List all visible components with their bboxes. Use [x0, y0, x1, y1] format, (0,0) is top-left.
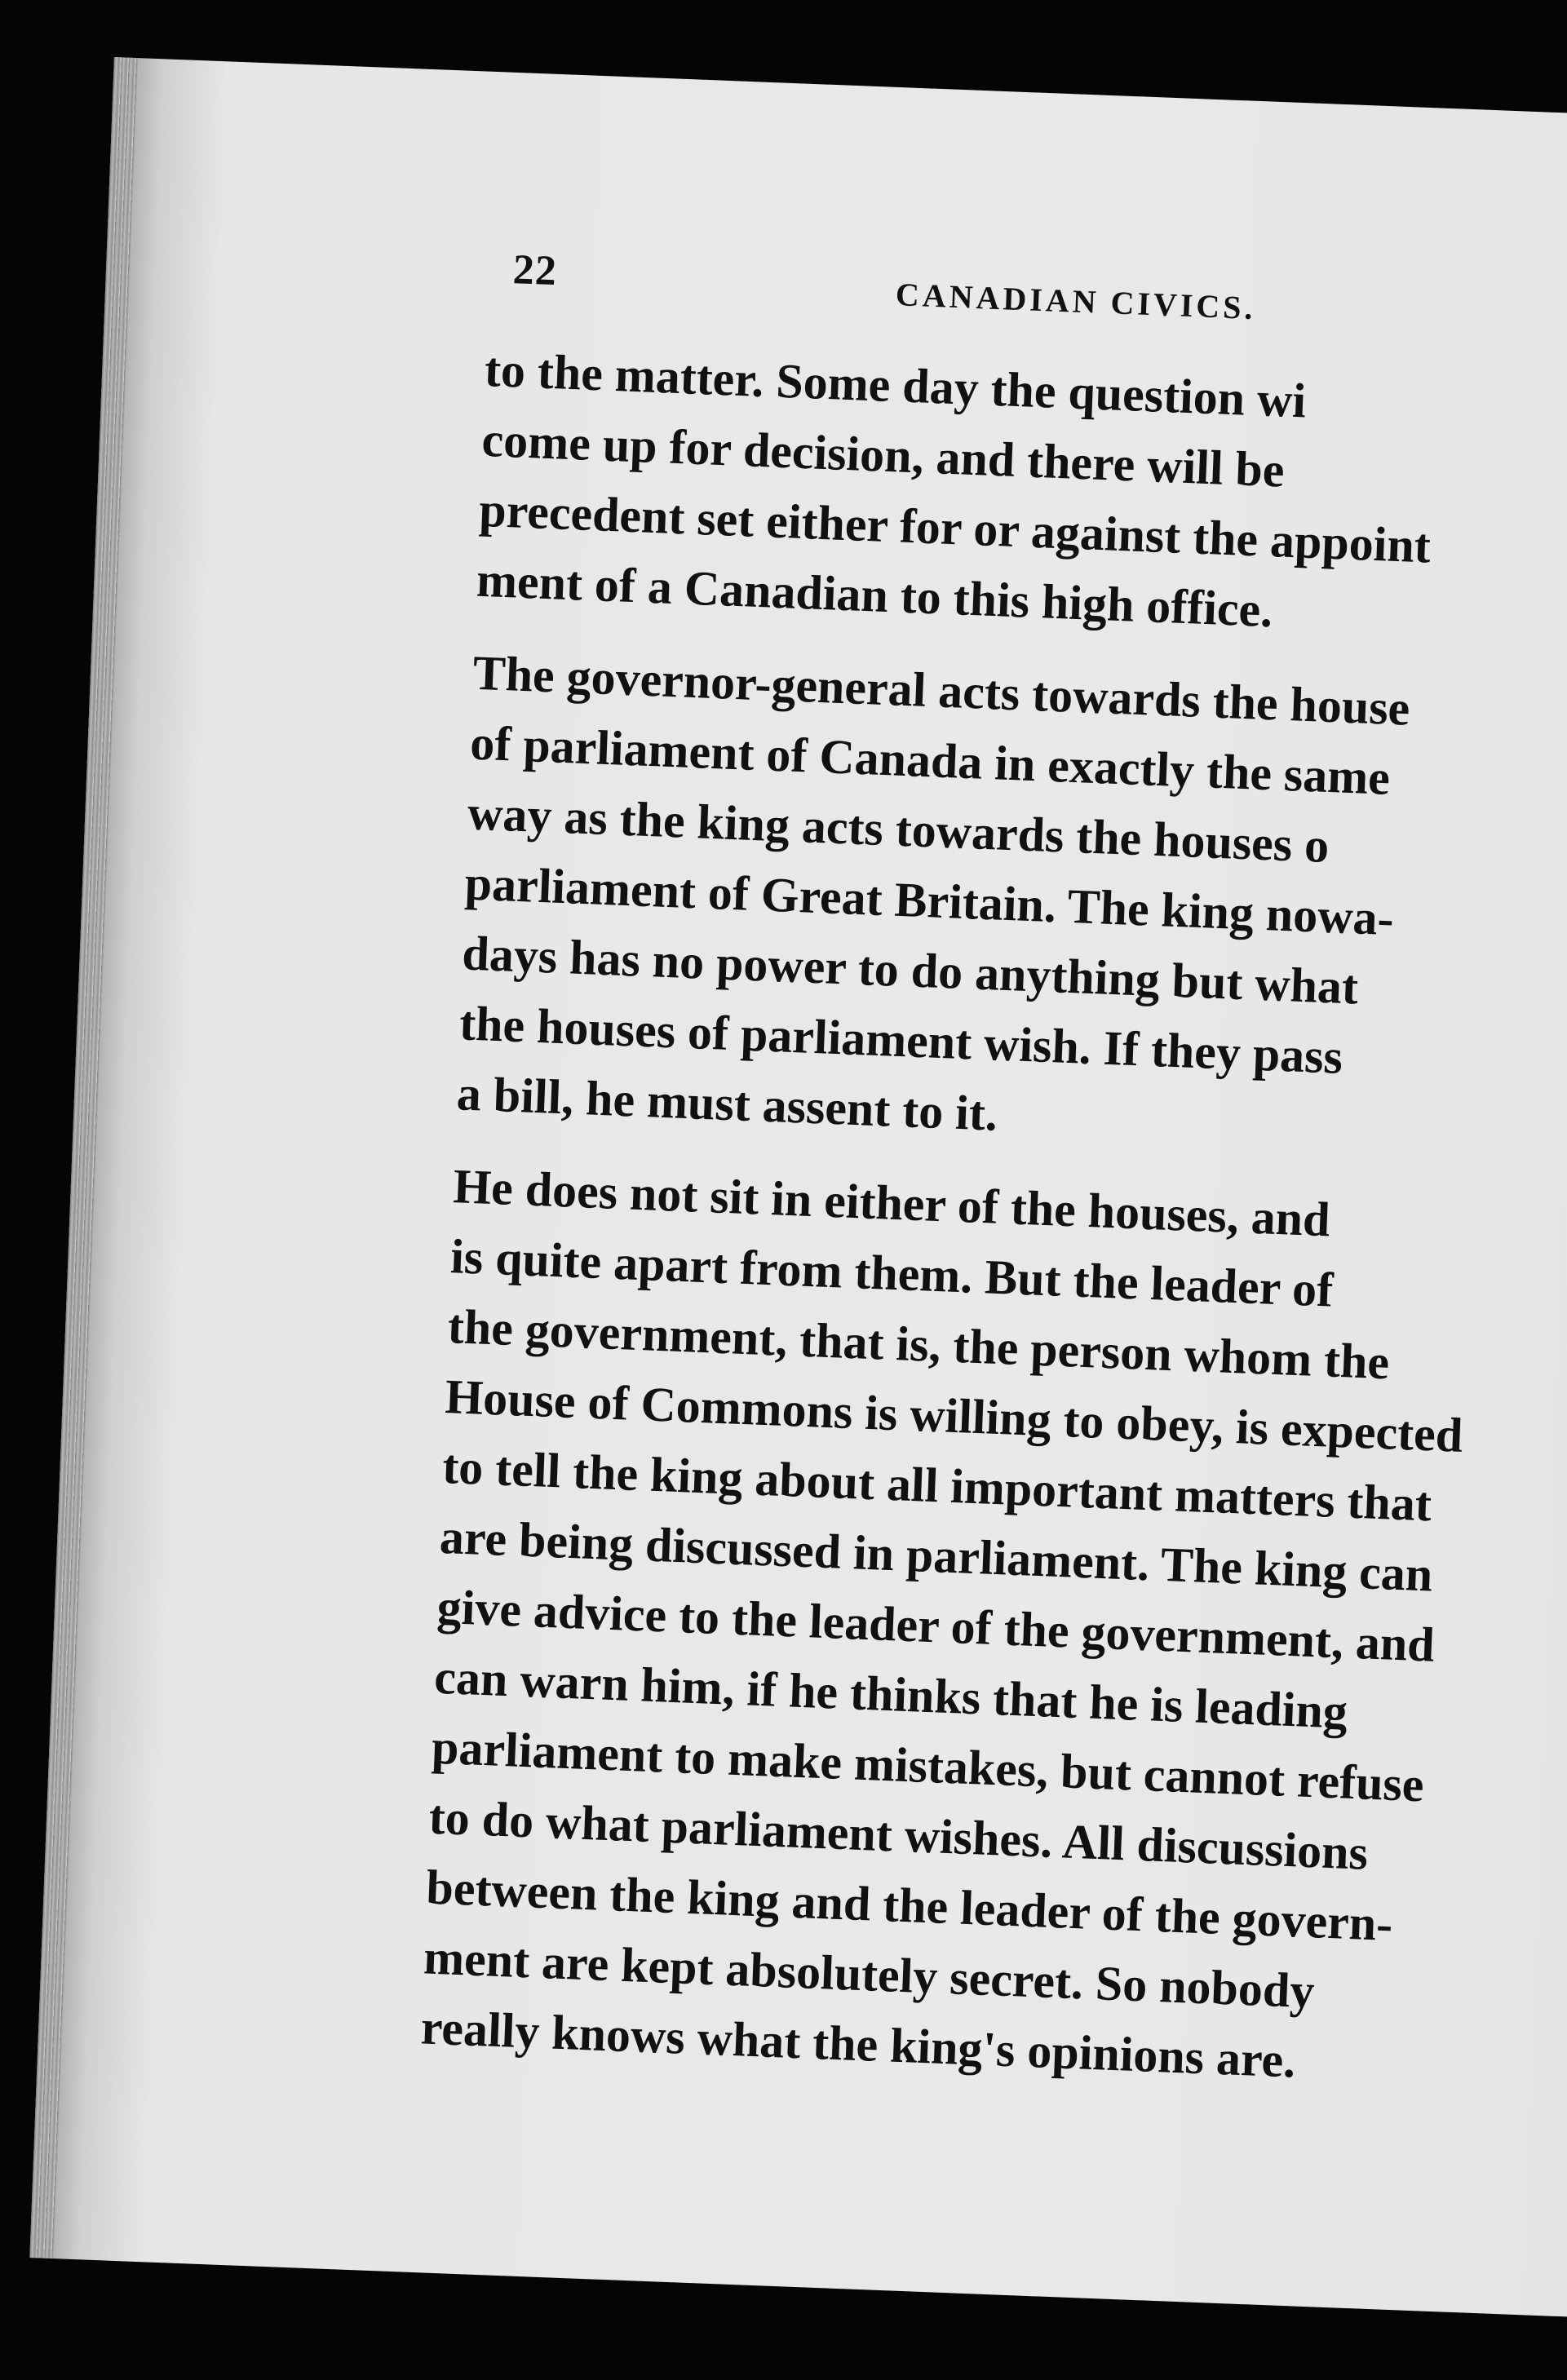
page-text-block: [418, 245, 1567, 2128]
paragraph-2: The governor-general acts towards the house of parliament of Canada in exactly the same way as the king acts towards the houses o parliament of Great Britain. The king nowa- days has no power to do anything but what the houses of parliament wish. If they pass a bill, he must assent to it.: [455, 645, 1411, 1141]
running-title: CANADIAN CIVICS.: [895, 276, 1257, 327]
page-number: 22: [511, 246, 558, 295]
paragraph-1: to the matter. Some day the question wi come up for decision, and there will be precedent set either for or against the appoint ment of a Canadian to this high office.: [475, 342, 1432, 638]
paragraph-3: He does not sit in either of the houses, and is quite apart from them. But the leader of the government, that is, the person whom the House of Commons is willing to obey, is expected to tell the king about all important matters that are being discussed in parliament. The king can give advice to the leader of the government, and can warn him, if he thinks that he is leading parliament to make mistakes, but cannot refuse to do what parliament wishes. All discussions between the king and the leader of the govern- ment are kept absolutely secret. So nobody really knows what the king's opinions are.: [419, 1159, 1464, 2088]
